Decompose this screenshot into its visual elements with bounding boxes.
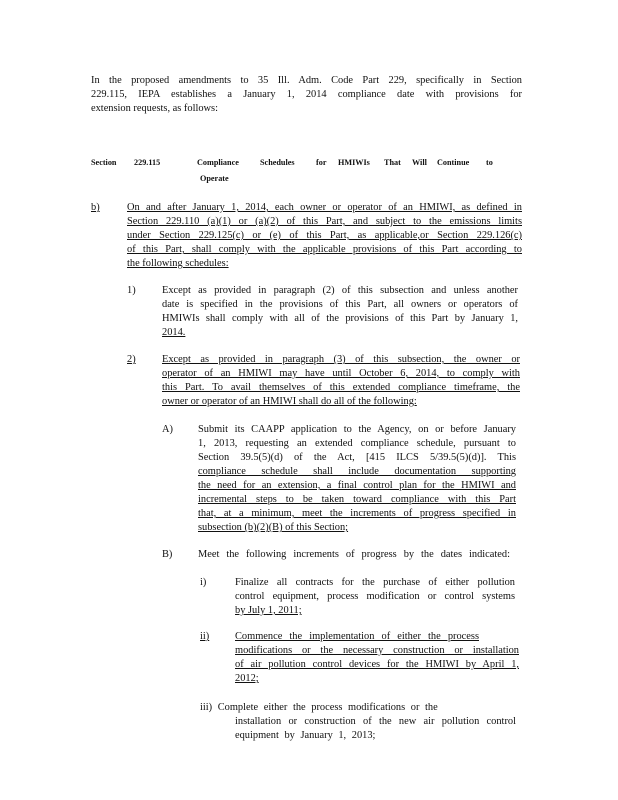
item-label-a: A) — [162, 424, 173, 435]
paragraph-2-text — [162, 353, 520, 409]
paragraph-1-line: 2014. — [162, 327, 186, 338]
intro-paragraph — [91, 74, 522, 116]
subitem-i-text — [235, 576, 515, 618]
item-label-b: B) — [162, 549, 173, 560]
item-a-line: Section 39.5(5)(d) of the Act, [415 ILCS 5/39.5(5)(d)]. This — [198, 452, 516, 463]
subsection-b-line: On and after January 1, 2014, each owner or operator of an HMIWI, as defined in — [127, 202, 522, 213]
heading-word: That — [384, 158, 401, 167]
item-a-line: that, at a minimum, meet the increments of progress specified in — [198, 508, 516, 519]
paragraph-1-text — [162, 284, 518, 340]
paragraph-1-line: date is specified in the provisions of this Part, all owners or operators of — [162, 299, 518, 310]
subitem-label-i: i) — [200, 577, 207, 588]
intro-line: 229.115, IEPA establishes a January 1, 2014 compliance date with provisions for — [91, 89, 522, 100]
heading-section-number: 229.115 — [134, 158, 161, 167]
subsection-b-line: Section 229.110 (a)(1) or (a)(2) of this Part, and subject to the emissions limits — [127, 216, 522, 227]
paragraph-2-line: owner or operator of an HMIWI shall do all of the following: — [162, 396, 417, 407]
subitem-i-line: Finalize all contracts for the purchase of either pollution — [235, 577, 515, 588]
paragraph-2-line: operator of an HMIWI may have until October 6, 2014, to comply with — [162, 368, 520, 379]
heading-word: Continue — [437, 158, 470, 167]
heading-word: for — [316, 158, 327, 167]
subitem-ii-line: modifications or the necessary construction or installation — [235, 645, 519, 656]
heading-word: Will — [412, 158, 427, 167]
item-a-line: compliance schedule shall include documentation supporting — [198, 466, 516, 477]
subsection-label-b: b) — [91, 202, 100, 213]
intro-line: In the proposed amendments to 35 Ill. Adm. Code Part 229, specifically in Section — [91, 75, 522, 86]
item-a-line: incremental steps to be taken toward compliance with this Part — [198, 494, 516, 505]
subitem-label-ii: ii) — [200, 631, 210, 642]
paragraph-1-line: Except as provided in paragraph (2) of this subsection and unless another — [162, 285, 518, 296]
intro-line: extension requests, as follows: — [91, 103, 218, 114]
item-a-line: 1, 2013, requesting an extended compliance schedule, pursuant to — [198, 438, 516, 449]
subitem-ii-line: 2012; — [235, 673, 259, 684]
paragraph-2-line: Except as provided in paragraph (3) of this subsection, the owner or — [162, 354, 520, 365]
heading-word: to — [486, 158, 493, 167]
subitem-ii-line: Commence the implementation of either the process — [235, 631, 479, 642]
item-a-line: Submit its CAAPP application to the Agency, on or before January — [198, 424, 516, 435]
paragraph-label-1: 1) — [127, 285, 136, 296]
item-a-line: subsection (b)(2)(B) of this Section; — [198, 522, 349, 533]
subitem-i-line: control equipment, process modification or control systems — [235, 591, 515, 602]
paragraph-1-line: HMIWIs shall comply with all of the provisions of this Part by January 1, — [162, 313, 518, 324]
item-b-line: Meet the following increments of progress by the dates indicated: — [198, 549, 510, 560]
subitem-i-line: by July 1, 2011; — [235, 605, 302, 616]
paragraph-label-2: 2) — [127, 354, 136, 365]
item-a-text — [198, 423, 516, 535]
subsection-b-line: of this Part, shall comply with the applicable provisions of this Part according to — [127, 244, 522, 255]
item-a-line: the need for an extension, a final control plan for the HMIWI and — [198, 480, 516, 491]
subitem-iii-line: installation or construction of the new air pollution control — [235, 716, 516, 727]
heading-word: Operate — [200, 174, 229, 183]
heading-section-word: Section — [91, 158, 117, 167]
paragraph-2-line: this Part. To avail themselves of this extended compliance timeframe, the — [162, 382, 520, 393]
subitem-ii-text — [235, 630, 519, 686]
subitem-iii-line: iii) Complete either the process modifications or the — [200, 702, 438, 713]
subsection-b-line: under Section 229.125(c) or (e) of this Part, as applicable,or Section 229.126(c) — [127, 230, 522, 241]
subsection-b-text — [127, 201, 522, 271]
subitem-iii-line: equipment by January 1, 2013; — [235, 730, 376, 741]
heading-word: Compliance — [197, 158, 239, 167]
subitem-ii-line: of air pollution control devices for the HMIWI by April 1, — [235, 659, 519, 670]
heading-word: HMIWIs — [338, 158, 370, 167]
heading-word: Schedules — [260, 158, 295, 167]
item-b-text — [198, 548, 510, 562]
subsection-b-line: the following schedules: — [127, 258, 229, 269]
subitem-iii-text — [200, 701, 516, 743]
